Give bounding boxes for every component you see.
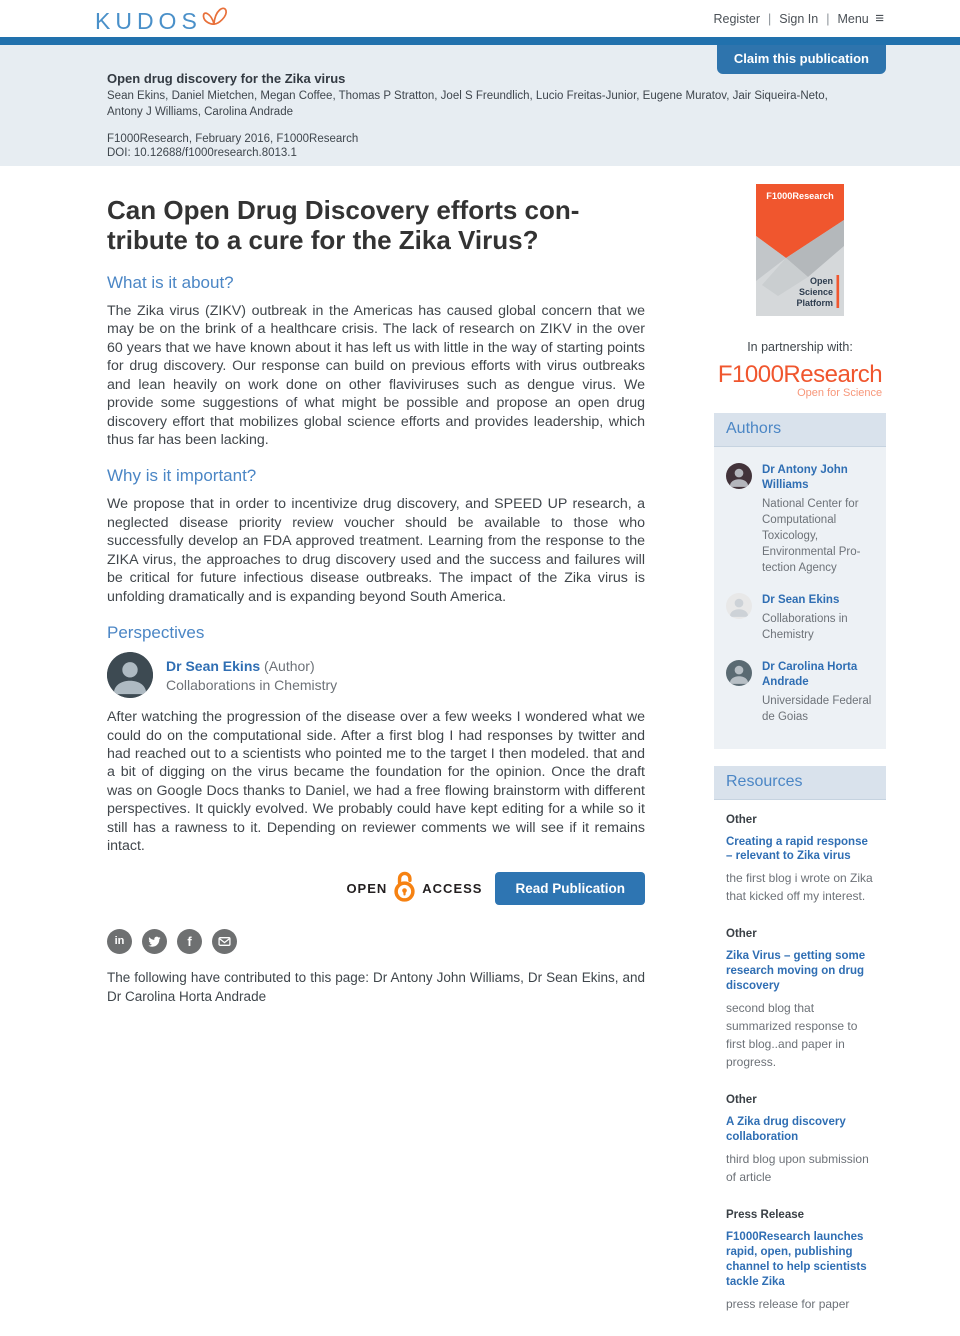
resource-category: Other [726, 928, 757, 941]
resource-category: Press Release [726, 1209, 805, 1222]
authors-list [714, 447, 886, 749]
section-heading-perspectives: Perspectives [107, 623, 205, 643]
social-share-row [107, 929, 645, 954]
top-bar [0, 0, 960, 37]
register-link[interactable]: Register [713, 11, 761, 26]
menu-link[interactable] [837, 10, 884, 27]
email-icon[interactable] [212, 929, 237, 954]
resource-category: Other [726, 1094, 757, 1107]
publication-journal: F1000Research, February 2016, F1000Research [107, 133, 359, 146]
contributors-note: The following have contributed to this page: Dr Antony John Williams, Dr Sean Ekins, and Dr Carolina Horta Andrade [107, 969, 645, 1005]
author-affiliation: Universidade Federal de Goias [762, 695, 872, 724]
page-title: Can Open Drug Discovery efforts contribute to a cure for the Zika Virus? [107, 195, 580, 255]
claim-publication-button[interactable]: Claim this publication [717, 45, 886, 74]
author-meta [762, 660, 874, 725]
hamburger-menu-icon: ≡ [875, 10, 884, 27]
publication-actions-row [107, 870, 645, 907]
author-list-item [726, 660, 874, 725]
perspective-paragraph: After watching the progression of the disease over a few weeks I wondered what we could do on the computational side. After a first blog I had responses by twitter and had reached out to a scientists who pointed me to the target I then modeled. that and a bit of digging on the virus became the foundation for the opinion. Once the draft was on Google Docs thanks to Daniel, we had a free flowing brainstorm with different perspectives. It quickly evolved. We probably could have kept editing for a while so it still has a rawness to it. Depending on reviewer comments we will see if it remains intact. [107, 709, 645, 855]
card-tagline-2: Science [798, 287, 833, 297]
resources-section [714, 766, 886, 1313]
resource-list-item [726, 928, 874, 1071]
author-name-link[interactable]: Dr Carolina Horta Andrade [762, 661, 858, 689]
linkedin-glyph: in [114, 935, 125, 948]
menu-label: Menu [837, 12, 869, 26]
publication-banner [0, 45, 960, 166]
resource-description: press release for paper [726, 1296, 850, 1311]
sidebar [714, 184, 886, 1336]
perspective-author-header [107, 652, 645, 698]
resources-list [714, 800, 886, 1313]
resource-list-item [726, 1209, 874, 1313]
resource-link[interactable]: Zika Virus – getting some research moving on drug discovery [726, 950, 866, 993]
card-tagline-3: Platform [796, 298, 833, 308]
author-affiliation: Collaborations in Chemistry [762, 613, 848, 642]
resource-description: third blog upon submission of article [726, 1152, 869, 1185]
author-affiliation: National Center for Computational Toxicology, Environmental Protection Agency [762, 497, 861, 575]
nav-separator: | [768, 11, 772, 26]
authors-section [714, 413, 886, 749]
publication-doi: DOI: 10.12688/f1000research.8013.1 [107, 147, 297, 160]
open-access-word-access: ACCESS [422, 880, 483, 896]
card-brand: F1000Research [766, 191, 834, 201]
linkedin-icon[interactable] [107, 929, 132, 954]
resource-list-item [726, 1094, 874, 1186]
resource-description: second blog that summarized response to first blog..and paper in progress. [726, 1001, 858, 1070]
facebook-glyph: f [187, 933, 192, 949]
resources-section-title: Resources [714, 766, 886, 800]
avatar [107, 652, 153, 698]
avatar [726, 463, 752, 489]
resource-link[interactable]: F1000Research launches rapid, open, publishing channel to help scientists tackle Zika [726, 1231, 867, 1288]
butterfly-icon [200, 3, 230, 36]
nav-separator: | [826, 11, 830, 26]
kudos-logo-text: KUDOS [95, 7, 202, 34]
section-heading-about: What is it about? [107, 272, 234, 292]
resource-link[interactable]: A Zika drug discovery collaboration [726, 1116, 846, 1144]
perspective-author-meta [166, 658, 337, 693]
author-name-link[interactable]: Dr Antony John Williams [762, 464, 848, 491]
author-name-link[interactable]: Dr Sean Ekins [762, 594, 840, 607]
perspective-author-role: (Author) [264, 657, 315, 674]
account-nav [714, 10, 885, 27]
perspective-author-name[interactable]: Dr Sean Ekins [166, 657, 261, 674]
publication-authors: Sean Ekins, Daniel Mietchen, Megan Coffee, Thomas P Stratton, Joel S Freundlich, Lucio Freitas-Junior, Eugene Muratov, Jair Siqueira-Neto, Antony J Williams, Carolina Andrade [107, 90, 828, 118]
facebook-icon[interactable] [177, 929, 202, 954]
resource-link[interactable]: Creating a rapid response – relevant to Zika virus [726, 835, 868, 863]
twitter-icon[interactable] [142, 929, 167, 954]
sign-in-link[interactable]: Sign In [779, 11, 819, 26]
perspective-author-affiliation: Collaborations in Chemistry [166, 676, 338, 693]
card-tagline-1: Open [809, 276, 833, 286]
avatar [726, 660, 752, 686]
author-meta [762, 463, 874, 576]
section-heading-important: Why is it important? [107, 466, 257, 486]
blue-divider-bar [0, 37, 960, 45]
f1000research-logo[interactable] [718, 361, 882, 399]
publication-title: Open drug discovery for the Zika virus [107, 71, 346, 86]
important-paragraph: We propose that in order to incentivize drug discovery, and SPEED UP research, a neglected disease priority review voucher should be available to those who successfully develop an FDA approved treatment. Learning from the response to the ZIKA virus, the approaches to drug discovery used and the success and failures will be critical for future infectious disease outbreaks. The impact of the Zika virus is unfolding dramatically and is expanding beyond South America. [107, 496, 645, 605]
author-meta [762, 593, 874, 643]
authors-section-title: Authors [714, 413, 886, 447]
open-access-word-open: OPEN [346, 880, 388, 896]
article-column [107, 184, 645, 1336]
resource-category: Other [726, 813, 757, 826]
author-list-item [726, 593, 874, 643]
open-lock-icon [391, 870, 418, 907]
about-paragraph: The Zika virus (ZIKV) outbreak in the Americas has caused global concern that we may be on the brink of a healthcare crisis. The lack of research on ZIKV in the over 60 years that we have known about it has left us with little in the way of starting points for drug discovery. Our response can build on previous efforts with virus outbreaks and lean heavily on work done on other flaviviruses such as dengue virus. We provide some suggestions of what might be possible and propose an open drug discovery effort that mobilizes global science efforts and provides leadership, which thus far has been lacking. [107, 302, 645, 448]
avatar [726, 593, 752, 619]
kudos-logo[interactable] [95, 2, 230, 36]
f1000research-logo-text: F1000Research [717, 361, 883, 388]
f1000research-banner-card[interactable] [756, 184, 844, 321]
author-list-item [726, 463, 874, 576]
read-publication-button[interactable]: Read Publication [495, 872, 645, 905]
main-content [0, 166, 960, 1336]
resource-description: the first blog i wrote on Zika that kicked off my interest. [726, 871, 873, 904]
resource-list-item [726, 814, 874, 906]
partnership-label: In partnership with: [747, 340, 853, 354]
f1000research-logo-subtitle: Open for Science [797, 387, 883, 399]
open-access-logo [346, 870, 482, 907]
